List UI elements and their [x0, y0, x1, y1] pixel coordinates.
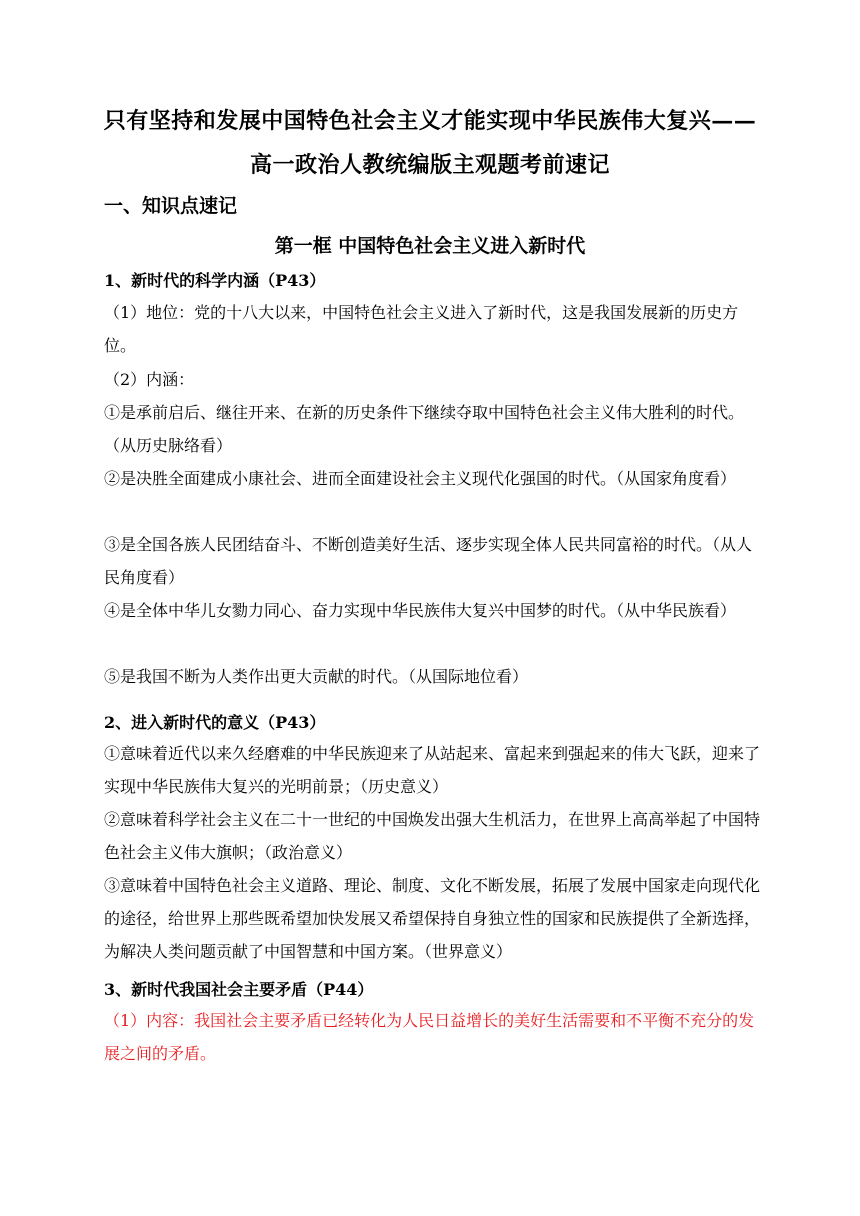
paragraph-significance-3: ③意味着中国特色社会主义道路、理论、制度、文化不断发展，拓展了发展中国家走向现代化的途径，给世界上那些既希望加快发展又希望保持自身独立性的国家和民族提供了全新选择，为解决人类问题贡献了中国智慧和中国方案。（世界意义）	[104, 876, 761, 961]
paragraph-connotation-1: ①是承前启后、继往开来、在新的历史条件下继续夺取中国特色社会主义伟大胜利的时代。（从历史脉络看）	[104, 403, 745, 455]
paragraph-connotation-2: ②是决胜全面建成小康社会、进而全面建设社会主义现代化强国的时代。（从国家角度看）	[104, 469, 737, 488]
paragraph-connotation-5: ⑤是我国不断为人类作出更大贡献的时代。（从国际地位看）	[104, 667, 529, 686]
paragraph-status: （1）地位：党的十八大以来，中国特色社会主义进入了新时代，这是我国发展新的历史方位。	[104, 303, 739, 355]
paragraph-significance-2: ②意味着科学社会主义在二十一世纪的中国焕发出强大生机活力，在世界上高高举起了中国特色社会主义伟大旗帜；（政治意义）	[104, 810, 761, 862]
paragraph-connotation-3: ③是全国各族人民团结奋斗、不断创造美好生活、逐步实现全体人民共同富裕的时代。（从人民角度看）	[104, 535, 753, 587]
frame-title: 第一框 中国特色社会主义进入新时代	[274, 235, 586, 257]
document-title-line-2: 高一政治人教统编版主观题考前速记	[249, 152, 610, 178]
paragraph-connotation-label: （2）内涵：	[104, 370, 195, 389]
paragraph-connotation-4: ④是全体中华儿女勠力同心、奋力实现中华民族伟大复兴中国梦的时代。（从中华民族看）	[104, 601, 737, 620]
paragraph-contradiction: （1）内容：我国社会主要矛盾已经转化为人民日益增长的美好生活需要和不平衡不充分的发展之间的矛盾。	[104, 1011, 755, 1063]
topic-heading-1: 1、新时代的科学内涵（P43）	[104, 271, 326, 290]
paragraph-significance-1: ①意味着近代以来久经磨难的中华民族迎来了从站起来、富起来到强起来的伟大飞跃，迎来了实现中华民族伟大复兴的光明前景；（历史意义）	[104, 744, 761, 796]
topic-heading-2: 2、进入新时代的意义（P43）	[104, 713, 326, 732]
document-title-line-1: 只有坚持和发展中国特色社会主义才能实现中华民族伟大复兴——	[103, 108, 757, 134]
section-heading: 一、知识点速记	[104, 195, 238, 217]
topic-heading-3: 3、新时代我国社会主要矛盾（P44）	[104, 980, 374, 999]
